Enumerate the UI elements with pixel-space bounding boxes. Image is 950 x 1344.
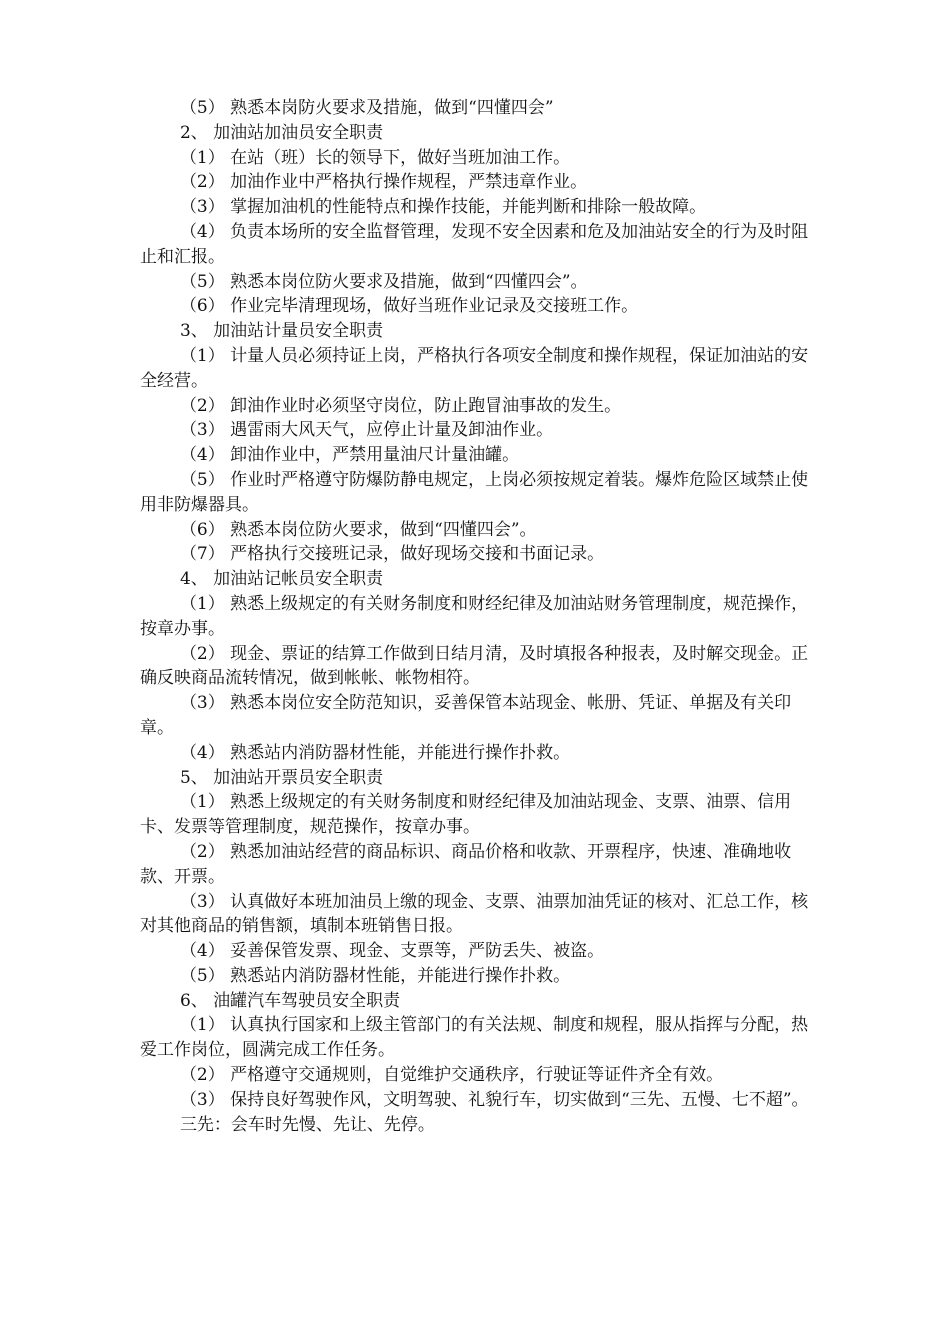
section-heading: 4、 加油站记帐员安全职责 <box>179 569 384 590</box>
list-item: （7） 严格执行交接班记录，做好现场交接和书面记录。 <box>179 544 605 565</box>
list-item: （3） 掌握加油机的性能特点和操作技能，并能判断和排除一般故障。 <box>179 197 707 218</box>
list-item: （1） 熟悉上级规定的有关财务制度和财经纪律及加油站财务管理制度，规范操作，按章办事。 <box>140 593 809 639</box>
list-item: （1） 在站（班）长的领导下，做好当班加油工作。 <box>179 147 571 168</box>
list-item: （6） 作业完毕清理现场，做好当班作业记录及交接班工作。 <box>179 296 639 317</box>
section-heading: 三先：会车时先慢、先让、先停。 <box>179 1114 435 1135</box>
list-item: （6） 熟悉本岗位防火要求，做到“四懂四会”。 <box>179 519 537 540</box>
list-item: （3） 保持良好驾驶作风，文明驾驶、礼貌行车，切实做到“三先、五慢、七不超”。 <box>179 1089 809 1110</box>
list-item: （3） 熟悉本岗位安全防范知识，妥善保管本站现金、帐册、凭证、单据及有关印章。 <box>140 693 792 738</box>
list-item: （1） 熟悉上级规定的有关财务制度和财经纪律及加油站现金、支票、油票、信用卡、发票等管理制度，规范操作，按章办事。 <box>140 792 792 838</box>
section-heading: 2、 加油站加油员安全职责 <box>179 122 384 143</box>
list-item: （4） 负责本场所的安全监督管理，发现不安全因素和危及加油站安全的行为及时阻止和汇报。 <box>140 221 809 267</box>
list-item: （2） 严格遵守交通规则，自觉维护交通秩序，行驶证等证件齐全有效。 <box>179 1065 724 1086</box>
list-item: （3） 认真做好本班加油员上缴的现金、支票、油票加油凭证的核对、汇总工作，核对其他商品的销售额，填制本班销售日报。 <box>140 891 809 937</box>
list-item: （1） 认真执行国家和上级主管部门的有关法规、制度和规程，服从指挥与分配，热爱工作岗位，圆满完成工作任务。 <box>140 1015 809 1061</box>
list-item: （4） 熟悉站内消防器材性能，并能进行操作扑救。 <box>179 742 571 763</box>
list-item: （3） 遇雷雨大风天气，应停止计量及卸油作业。 <box>179 420 554 441</box>
list-item: （5） 作业时严格遵守防爆防静电规定，上岗必须按规定着装。爆炸危险区域禁止使用非防爆器具。 <box>140 469 809 515</box>
list-item: （2） 熟悉加油站经营的商品标识、商品价格和收款、开票程序，快速、准确地收款、开票。 <box>140 841 792 887</box>
list-item: （2） 卸油作业时必须坚守岗位，防止跑冒油事故的发生。 <box>179 395 622 416</box>
list-item: （4） 妥善保管发票、现金、支票等，严防丢失、被盗。 <box>179 941 605 962</box>
list-item: （2） 加油作业中严格执行操作规程，严禁违章作业。 <box>179 172 588 193</box>
list-item: （2） 现金、票证的结算工作做到日结月清，及时填报各种报表，及时解交现金。正确反映商品流转情况，做到帐帐、帐物相符。 <box>140 643 809 689</box>
list-item: （1） 计量人员必须持证上岗，严格执行各项安全制度和操作规程，保证加油站的安全经营。 <box>140 345 809 391</box>
document-body <box>140 96 816 1137</box>
section-heading: 5、 加油站开票员安全职责 <box>179 767 384 788</box>
list-item: （5） 熟悉站内消防器材性能，并能进行操作扑救。 <box>179 965 571 986</box>
section-heading: 6、 油罐汽车驾驶员安全职责 <box>179 990 401 1011</box>
list-item: （5） 熟悉本岗位防火要求及措施，做到“四懂四会”。 <box>179 271 588 292</box>
list-item: （4） 卸油作业中，严禁用量油尺计量油罐。 <box>179 445 520 466</box>
list-item: （5） 熟悉本岗防火要求及措施，做到“四懂四会” <box>179 98 554 118</box>
section-heading: 3、 加油站计量员安全职责 <box>179 321 384 342</box>
